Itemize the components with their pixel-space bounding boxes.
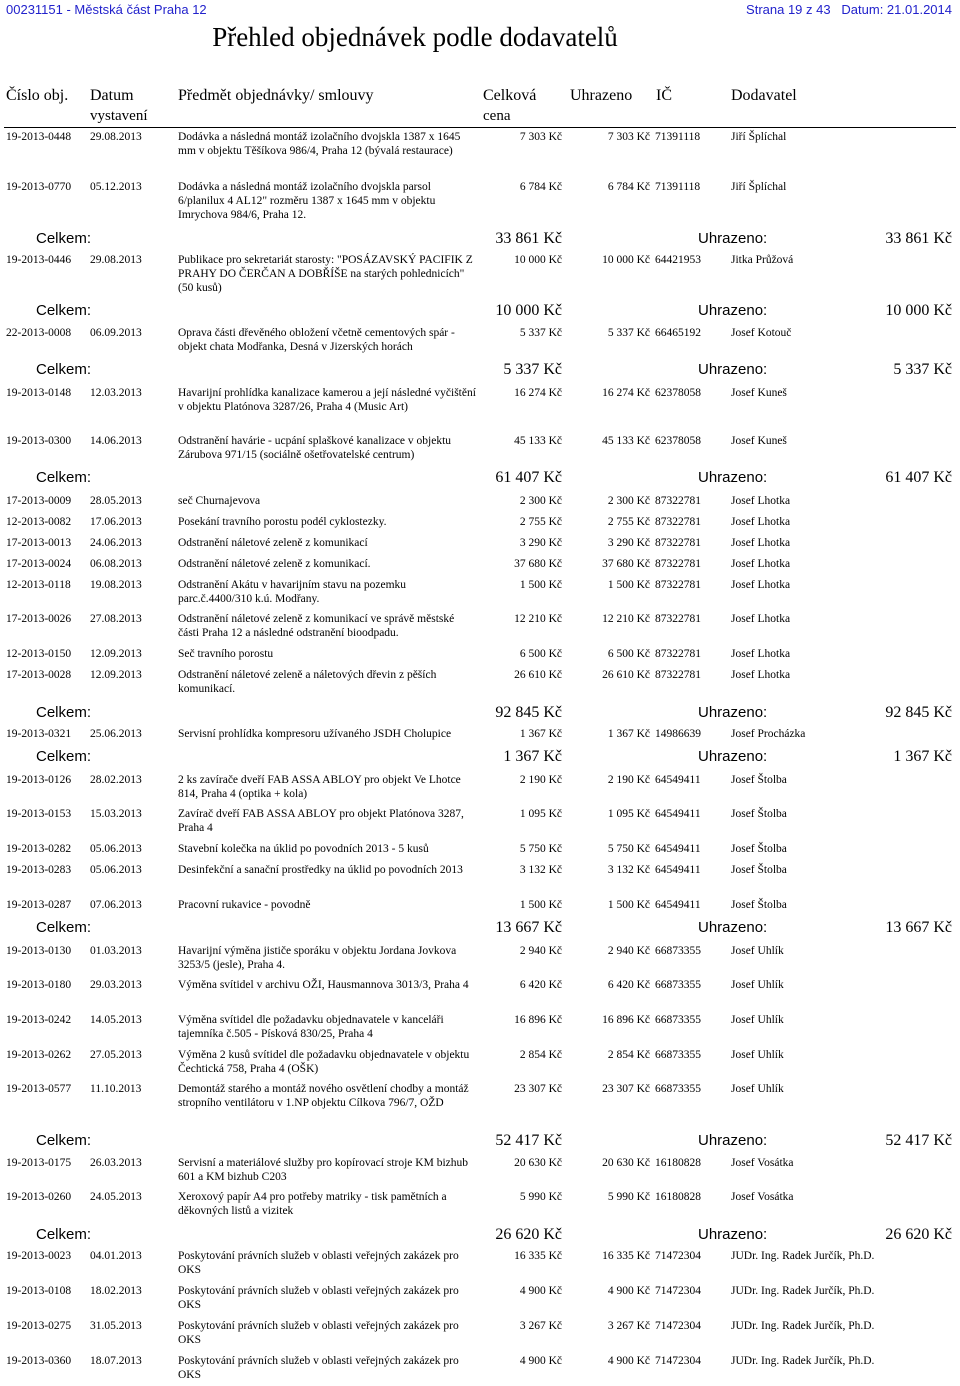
paid-label: Uhrazeno: bbox=[698, 230, 768, 247]
total-price: 6 784 Kč bbox=[519, 181, 562, 193]
supplier-ico: 16180828 bbox=[655, 1191, 701, 1203]
supplier-total-row bbox=[0, 704, 960, 724]
supplier-total-row bbox=[0, 302, 960, 322]
order-subject: Desinfekční a sanační prostředky na úklid po povodních 2013 bbox=[178, 864, 463, 876]
order-number: 12-2013-0118 bbox=[6, 579, 71, 591]
order-number: 19-2013-0153 bbox=[6, 808, 72, 820]
order-subject: Servisní prohlídka kompresoru užívaného JSDH Cholupice bbox=[178, 728, 452, 740]
order-subject: Poskytování právních služeb v oblasti veřejných zakázek pro OKS bbox=[178, 1285, 459, 1311]
order-subject: Posekání travního porostu podél cyklostezky. bbox=[178, 516, 387, 528]
order-subject: Servisní a materiálové služby pro kopírovací stroje KM bizhub 601 a KM bizhub C203 bbox=[178, 1157, 468, 1183]
issue-date: 04.01.2013 bbox=[90, 1250, 142, 1262]
paid-sum: 26 620 Kč bbox=[885, 1226, 952, 1243]
supplier-total-row bbox=[0, 1226, 960, 1246]
order-number: 19-2013-0175 bbox=[6, 1157, 72, 1169]
order-number: 19-2013-0180 bbox=[6, 979, 72, 991]
issue-date: 06.09.2013 bbox=[90, 327, 142, 339]
total-label: Celkem: bbox=[36, 748, 92, 765]
order-subject: Výměna 2 kusů svítidel dle požadavku objednavatele v objektu Čechtická 758, Praha 4 (OŠK) bbox=[178, 1049, 470, 1075]
supplier-name: Josef Vosátka bbox=[731, 1157, 794, 1169]
order-subject: Havarijní prohlídka kanalizace kamerou a její následné vyčištění v objektu Platónova 3287/26, Praha 4 (Music Art) bbox=[178, 387, 476, 413]
order-subject: Odstranění náletové zeleně z komunikací. bbox=[178, 558, 371, 570]
total-price-sum: 5 337 Kč bbox=[503, 361, 562, 378]
supplier-ico: 64549411 bbox=[655, 843, 701, 855]
paid-amount: 5 750 Kč bbox=[607, 843, 650, 855]
order-number: 19-2013-0108 bbox=[6, 1285, 72, 1297]
paid-amount: 12 210 Kč bbox=[602, 613, 650, 625]
paid-amount: 3 290 Kč bbox=[607, 537, 650, 549]
paid-amount: 5 337 Kč bbox=[607, 327, 650, 339]
supplier-name: Josef Uhlík bbox=[731, 1083, 784, 1095]
supplier-name: Josef Štolba bbox=[731, 808, 787, 820]
paid-amount: 7 303 Kč bbox=[607, 131, 650, 143]
total-price: 2 854 Kč bbox=[519, 1049, 562, 1061]
paid-amount: 16 335 Kč bbox=[602, 1250, 650, 1262]
supplier-name: Josef Kotouč bbox=[731, 327, 792, 339]
total-label: Celkem: bbox=[36, 704, 92, 721]
total-price: 12 210 Kč bbox=[514, 613, 562, 625]
total-price: 5 990 Kč bbox=[519, 1191, 562, 1203]
supplier-name: Josef Lhotka bbox=[731, 579, 791, 591]
issue-date: 29.08.2013 bbox=[90, 254, 142, 266]
total-label: Celkem: bbox=[36, 302, 92, 319]
total-price: 45 133 Kč bbox=[514, 435, 562, 447]
supplier-ico: 71391118 bbox=[655, 181, 701, 193]
order-number: 19-2013-0148 bbox=[6, 387, 72, 399]
col-header-price-line1: Celková bbox=[483, 87, 537, 104]
supplier-ico: 71472304 bbox=[655, 1355, 701, 1367]
supplier-name: Josef Lhotka bbox=[731, 537, 791, 549]
supplier-ico: 87322781 bbox=[655, 648, 701, 660]
total-label: Celkem: bbox=[36, 1132, 92, 1149]
paid-amount: 1 367 Kč bbox=[607, 728, 650, 740]
supplier-name: Josef Lhotka bbox=[731, 516, 791, 528]
supplier-ico: 66873355 bbox=[655, 979, 701, 991]
supplier-name: Josef Kuneš bbox=[731, 435, 787, 447]
supplier-ico: 66873355 bbox=[655, 1049, 701, 1061]
order-subject: Odstranění náletové zeleně z komunikací ve správě městské části Praha 12 a následné odstranění bioodpadu. bbox=[178, 613, 455, 639]
order-number: 22-2013-0008 bbox=[6, 327, 72, 339]
issue-date: 18.07.2013 bbox=[90, 1355, 142, 1367]
supplier-name: Josef Lhotka bbox=[731, 613, 791, 625]
supplier-total-row bbox=[0, 748, 960, 768]
paid-amount: 2 190 Kč bbox=[607, 774, 650, 786]
issue-date: 18.02.2013 bbox=[90, 1285, 142, 1297]
issue-date: 28.05.2013 bbox=[90, 495, 142, 507]
order-subject: Poskytování právních služeb v oblasti veřejných zakázek pro OKS bbox=[178, 1250, 459, 1276]
supplier-name: Josef Uhlík bbox=[731, 979, 784, 991]
order-subject: Demontáž starého a montáž nového osvětlení chodby a montáž stropního ventilátoru v 1.NP objektu Cílkova 796/7, OŽD bbox=[178, 1083, 469, 1109]
supplier-name: Josef Uhlík bbox=[731, 1049, 784, 1061]
total-price: 2 940 Kč bbox=[519, 945, 562, 957]
issue-date: 11.10.2013 bbox=[90, 1083, 142, 1095]
paid-amount: 3 267 Kč bbox=[607, 1320, 650, 1332]
order-subject: Odstranění náletové zeleně a náletových dřevin z pěších komunikací. bbox=[178, 669, 437, 695]
order-subject: Xeroxový papír A4 pro potřeby matriky - tisk pamětních a děkovných listů a vizitek bbox=[178, 1191, 447, 1217]
paid-label: Uhrazeno: bbox=[698, 704, 768, 721]
order-subject: 2 ks zavírače dveří FAB ASSA ABLOY pro objekt Ve Lhotce 814, Praha 4 (optika + kola) bbox=[178, 774, 461, 800]
supplier-name: Jiří Šplíchal bbox=[731, 131, 787, 143]
issue-date: 28.02.2013 bbox=[90, 774, 142, 786]
total-price: 26 610 Kč bbox=[514, 669, 562, 681]
paid-amount: 2 755 Kč bbox=[607, 516, 650, 528]
total-price: 1 367 Kč bbox=[519, 728, 562, 740]
col-header-paid: Uhrazeno bbox=[570, 87, 633, 104]
paid-amount: 1 500 Kč bbox=[607, 899, 650, 911]
order-subject: Výměna svítidel dle požadavku objednavatele v kanceláři tajemníka č.505 - Písková 830/25, Praha 4 bbox=[178, 1014, 444, 1040]
supplier-name: Josef Vosátka bbox=[731, 1191, 794, 1203]
issue-date: 14.06.2013 bbox=[90, 435, 142, 447]
paid-amount: 1 095 Kč bbox=[607, 808, 650, 820]
total-price: 1 500 Kč bbox=[519, 579, 562, 591]
supplier-ico: 14986639 bbox=[655, 728, 701, 740]
order-number: 19-2013-0023 bbox=[6, 1250, 72, 1262]
order-number: 17-2013-0013 bbox=[6, 537, 72, 549]
total-price-sum: 61 407 Kč bbox=[495, 469, 562, 486]
order-subject: Dodávka a následná montáž izolačního dvojskla 1387 x 1645 mm v objektu Těšíkova 986/4, Praha 12 (bývalá restaurace) bbox=[178, 131, 461, 157]
paid-label: Uhrazeno: bbox=[698, 1132, 768, 1149]
supplier-ico: 87322781 bbox=[655, 495, 701, 507]
supplier-ico: 62378058 bbox=[655, 435, 701, 447]
issue-date: 14.05.2013 bbox=[90, 1014, 142, 1026]
order-subject: Oprava části dřevěného obložení včetně cementových spár - objekt chata Modřanka, Desná v Jizerských horách bbox=[178, 327, 455, 353]
paid-amount: 3 132 Kč bbox=[607, 864, 650, 876]
paid-amount: 6 500 Kč bbox=[607, 648, 650, 660]
paid-amount: 2 854 Kč bbox=[607, 1049, 650, 1061]
order-number: 19-2013-0260 bbox=[6, 1191, 72, 1203]
order-number: 19-2013-0242 bbox=[6, 1014, 72, 1026]
supplier-name: JUDr. Ing. Radek Jurčík, Ph.D. bbox=[731, 1355, 875, 1367]
col-header-price-line2: cena bbox=[483, 108, 511, 124]
issue-date: 31.05.2013 bbox=[90, 1320, 142, 1332]
total-price: 5 337 Kč bbox=[519, 327, 562, 339]
total-price: 6 500 Kč bbox=[519, 648, 562, 660]
order-number: 19-2013-0577 bbox=[6, 1083, 72, 1095]
order-subject: Poskytování právních služeb v oblasti veřejných zakázek pro OKS bbox=[178, 1320, 459, 1346]
paid-amount: 37 680 Kč bbox=[602, 558, 650, 570]
total-price: 3 267 Kč bbox=[519, 1320, 562, 1332]
supplier-name: Josef Lhotka bbox=[731, 669, 791, 681]
total-label: Celkem: bbox=[36, 1226, 92, 1243]
paid-sum: 10 000 Kč bbox=[885, 302, 952, 319]
total-price: 4 900 Kč bbox=[519, 1355, 562, 1367]
paid-label: Uhrazeno: bbox=[698, 748, 768, 765]
order-subject: Poskytování právních služeb v oblasti veřejných zakázek pro OKS bbox=[178, 1355, 459, 1381]
issue-date: 05.06.2013 bbox=[90, 864, 142, 876]
issue-date: 06.08.2013 bbox=[90, 558, 142, 570]
order-subject: Výměna svítidel v archivu OŽI, Hausmannova 3013/3, Praha 4 bbox=[178, 979, 469, 991]
paid-label: Uhrazeno: bbox=[698, 302, 768, 319]
issue-date: 17.06.2013 bbox=[90, 516, 142, 528]
supplier-total-row bbox=[0, 469, 960, 489]
order-subject: Pracovní rukavice - povodně bbox=[178, 899, 311, 911]
total-label: Celkem: bbox=[36, 919, 92, 936]
col-header-number: Číslo obj. bbox=[6, 87, 69, 104]
supplier-name: Jitka Průžová bbox=[731, 254, 794, 266]
paid-amount: 2 300 Kč bbox=[607, 495, 650, 507]
total-label: Celkem: bbox=[36, 230, 92, 247]
issue-date: 15.03.2013 bbox=[90, 808, 142, 820]
order-number: 19-2013-0130 bbox=[6, 945, 72, 957]
total-price: 16 335 Kč bbox=[514, 1250, 562, 1262]
total-price: 20 630 Kč bbox=[514, 1157, 562, 1169]
col-header-ico: IČ bbox=[656, 87, 672, 104]
paid-amount: 16 274 Kč bbox=[602, 387, 650, 399]
supplier-ico: 64549411 bbox=[655, 808, 701, 820]
order-number: 17-2013-0009 bbox=[6, 495, 72, 507]
paid-amount: 26 610 Kč bbox=[602, 669, 650, 681]
total-price: 2 300 Kč bbox=[519, 495, 562, 507]
supplier-name: Josef Lhotka bbox=[731, 648, 791, 660]
order-number: 17-2013-0026 bbox=[6, 613, 72, 625]
supplier-ico: 66873355 bbox=[655, 1083, 701, 1095]
col-header-supplier: Dodavatel bbox=[731, 87, 797, 104]
issue-date: 24.05.2013 bbox=[90, 1191, 142, 1203]
total-price-sum: 33 861 Kč bbox=[495, 230, 562, 247]
supplier-total-row bbox=[0, 1132, 960, 1152]
issue-date: 07.06.2013 bbox=[90, 899, 142, 911]
supplier-ico: 87322781 bbox=[655, 669, 701, 681]
order-subject: seč Churnajevova bbox=[178, 495, 261, 507]
supplier-name: Josef Štolba bbox=[731, 899, 787, 911]
supplier-ico: 71472304 bbox=[655, 1320, 701, 1332]
issue-date: 29.08.2013 bbox=[90, 131, 142, 143]
paid-amount: 4 900 Kč bbox=[607, 1355, 650, 1367]
order-number: 19-2013-0360 bbox=[6, 1355, 72, 1367]
total-price-sum: 13 667 Kč bbox=[495, 919, 562, 936]
paid-sum: 5 337 Kč bbox=[893, 361, 952, 378]
paid-amount: 10 000 Kč bbox=[602, 254, 650, 266]
paid-amount: 5 990 Kč bbox=[607, 1191, 650, 1203]
paid-amount: 6 784 Kč bbox=[607, 181, 650, 193]
total-price: 3 132 Kč bbox=[519, 864, 562, 876]
order-number: 17-2013-0028 bbox=[6, 669, 72, 681]
paid-label: Uhrazeno: bbox=[698, 469, 768, 486]
order-number: 19-2013-0321 bbox=[6, 728, 72, 740]
total-label: Celkem: bbox=[36, 469, 92, 486]
total-price: 10 000 Kč bbox=[514, 254, 562, 266]
issue-date: 26.03.2013 bbox=[90, 1157, 142, 1169]
issue-date: 29.03.2013 bbox=[90, 979, 142, 991]
supplier-ico: 16180828 bbox=[655, 1157, 701, 1169]
issue-date: 19.08.2013 bbox=[90, 579, 142, 591]
supplier-ico: 87322781 bbox=[655, 516, 701, 528]
total-price: 16 896 Kč bbox=[514, 1014, 562, 1026]
paid-amount: 23 307 Kč bbox=[602, 1083, 650, 1095]
order-subject: Stavební kolečka na úklid po povodních 2013 - 5 kusů bbox=[178, 843, 429, 855]
order-subject: Odstranění havárie - ucpání splaškové kanalizace v objektu Zárubova 971/15 (sociálně ošetřovatelské centrum) bbox=[178, 435, 452, 461]
issue-date: 12.09.2013 bbox=[90, 669, 142, 681]
paid-amount: 20 630 Kč bbox=[602, 1157, 650, 1169]
supplier-name: Josef Lhotka bbox=[731, 495, 791, 507]
order-number: 19-2013-0448 bbox=[6, 131, 72, 143]
order-subject: Odstranění náletové zeleně z komunikací bbox=[178, 537, 368, 549]
order-number: 19-2013-0300 bbox=[6, 435, 72, 447]
issue-date: 27.08.2013 bbox=[90, 613, 142, 625]
supplier-name: Josef Štolba bbox=[731, 774, 787, 786]
supplier-total-row bbox=[0, 919, 960, 939]
issue-date: 24.06.2013 bbox=[90, 537, 142, 549]
supplier-total-row bbox=[0, 230, 960, 250]
order-number: 19-2013-0275 bbox=[6, 1320, 72, 1332]
organization-label: 00231151 - Městská část Praha 12 bbox=[6, 2, 207, 17]
supplier-ico: 64549411 bbox=[655, 864, 701, 876]
page-title: Přehled objednávek podle dodavatelů bbox=[212, 22, 618, 52]
supplier-name: Josef Uhlík bbox=[731, 1014, 784, 1026]
total-price: 2 190 Kč bbox=[519, 774, 562, 786]
total-price-sum: 1 367 Kč bbox=[503, 748, 562, 765]
paid-sum: 33 861 Kč bbox=[885, 230, 952, 247]
supplier-name: JUDr. Ing. Radek Jurčík, Ph.D. bbox=[731, 1320, 875, 1332]
total-label: Celkem: bbox=[36, 361, 92, 378]
issue-date: 01.03.2013 bbox=[90, 945, 142, 957]
supplier-ico: 87322781 bbox=[655, 579, 701, 591]
paid-sum: 61 407 Kč bbox=[885, 469, 952, 486]
col-header-date-line2: vystavení bbox=[90, 108, 148, 124]
paid-sum: 52 417 Kč bbox=[885, 1132, 952, 1149]
supplier-ico: 87322781 bbox=[655, 537, 701, 549]
supplier-ico: 71391118 bbox=[655, 131, 701, 143]
order-subject: Odstranění Akátu v havarijním stavu na pozemku parc.č.4400/310 k.ú. Modřany. bbox=[178, 579, 407, 605]
order-subject: Publikace pro sekretariát starosty: "POSÁZAVSKÝ PACIFIK Z PRAHY DO ČERČAN A DOBŘÍŠE na starých pohlednicích" (50 kusů) bbox=[178, 254, 473, 294]
supplier-name: Josef Štolba bbox=[731, 843, 787, 855]
total-price: 37 680 Kč bbox=[514, 558, 562, 570]
total-price: 23 307 Kč bbox=[514, 1083, 562, 1095]
col-header-date-line1: Datum bbox=[90, 87, 134, 104]
supplier-ico: 66873355 bbox=[655, 945, 701, 957]
total-price: 3 290 Kč bbox=[519, 537, 562, 549]
paid-label: Uhrazeno: bbox=[698, 361, 768, 378]
issue-date: 12.09.2013 bbox=[90, 648, 142, 660]
paid-amount: 6 420 Kč bbox=[607, 979, 650, 991]
total-price-sum: 10 000 Kč bbox=[495, 302, 562, 319]
supplier-name: JUDr. Ing. Radek Jurčík, Ph.D. bbox=[731, 1285, 875, 1297]
supplier-name: Josef Kuneš bbox=[731, 387, 787, 399]
supplier-name: Josef Procházka bbox=[731, 728, 806, 740]
order-number: 17-2013-0024 bbox=[6, 558, 72, 570]
order-number: 19-2013-0282 bbox=[6, 843, 72, 855]
paid-sum: 92 845 Kč bbox=[885, 704, 952, 721]
supplier-ico: 62378058 bbox=[655, 387, 701, 399]
supplier-ico: 87322781 bbox=[655, 558, 701, 570]
supplier-ico: 64549411 bbox=[655, 774, 701, 786]
paid-sum: 1 367 Kč bbox=[893, 748, 952, 765]
paid-amount: 1 500 Kč bbox=[607, 579, 650, 591]
total-price: 4 900 Kč bbox=[519, 1285, 562, 1297]
total-price: 6 420 Kč bbox=[519, 979, 562, 991]
order-subject: Zavírač dveří FAB ASSA ABLOY pro objekt Platónova 3287, Praha 4 bbox=[178, 808, 464, 834]
paid-amount: 16 896 Kč bbox=[602, 1014, 650, 1026]
total-price-sum: 26 620 Kč bbox=[495, 1226, 562, 1243]
col-header-subject: Předmět objednávky/ smlouvy bbox=[178, 87, 374, 104]
paid-amount: 45 133 Kč bbox=[602, 435, 650, 447]
order-number: 19-2013-0283 bbox=[6, 864, 72, 876]
order-subject: Dodávka a následná montáž izolačního dvojskla parsol 6/planilux 4 AL12" rozměru 1387 x 1645 mm v objektu Imrychova 984/6, Praha 12. bbox=[178, 181, 436, 221]
page-and-date-label: Strana 19 z 43 Datum: 21.01.2014 bbox=[746, 2, 952, 17]
supplier-ico: 64549411 bbox=[655, 899, 701, 911]
order-number: 12-2013-0082 bbox=[6, 516, 72, 528]
supplier-name: Jiří Šplíchal bbox=[731, 181, 787, 193]
supplier-name: Josef Lhotka bbox=[731, 558, 791, 570]
total-price: 7 303 Kč bbox=[519, 131, 562, 143]
paid-amount: 2 940 Kč bbox=[607, 945, 650, 957]
paid-sum: 13 667 Kč bbox=[885, 919, 952, 936]
total-price: 1 500 Kč bbox=[519, 899, 562, 911]
order-number: 12-2013-0150 bbox=[6, 648, 72, 660]
paid-amount: 4 900 Kč bbox=[607, 1285, 650, 1297]
order-subject: Havarijní výměna jističe sporáku v objektu Jordana Jovkova 3253/5 (jesle), Praha 4. bbox=[178, 945, 457, 971]
total-price-sum: 52 417 Kč bbox=[495, 1132, 562, 1149]
total-price: 5 750 Kč bbox=[519, 843, 562, 855]
total-price: 2 755 Kč bbox=[519, 516, 562, 528]
supplier-ico: 64421953 bbox=[655, 254, 701, 266]
total-price: 1 095 Kč bbox=[519, 808, 562, 820]
order-number: 19-2013-0770 bbox=[6, 181, 72, 193]
issue-date: 05.06.2013 bbox=[90, 843, 142, 855]
paid-label: Uhrazeno: bbox=[698, 919, 768, 936]
supplier-ico: 71472304 bbox=[655, 1250, 701, 1262]
supplier-ico: 66873355 bbox=[655, 1014, 701, 1026]
issue-date: 12.03.2013 bbox=[90, 387, 142, 399]
order-number: 19-2013-0287 bbox=[6, 899, 72, 911]
total-price-sum: 92 845 Kč bbox=[495, 704, 562, 721]
order-number: 19-2013-0262 bbox=[6, 1049, 72, 1061]
supplier-name: Josef Štolba bbox=[731, 864, 787, 876]
order-subject: Seč travního porostu bbox=[178, 648, 274, 660]
supplier-total-row bbox=[0, 361, 960, 381]
issue-date: 05.12.2013 bbox=[90, 181, 142, 193]
supplier-name: JUDr. Ing. Radek Jurčík, Ph.D. bbox=[731, 1250, 875, 1262]
issue-date: 27.05.2013 bbox=[90, 1049, 142, 1061]
issue-date: 25.06.2013 bbox=[90, 728, 142, 740]
order-number: 19-2013-0446 bbox=[6, 254, 72, 266]
supplier-ico: 87322781 bbox=[655, 613, 701, 625]
total-price: 16 274 Kč bbox=[514, 387, 562, 399]
paid-label: Uhrazeno: bbox=[698, 1226, 768, 1243]
order-number: 19-2013-0126 bbox=[6, 774, 72, 786]
supplier-ico: 66465192 bbox=[655, 327, 701, 339]
supplier-name: Josef Uhlík bbox=[731, 945, 784, 957]
supplier-ico: 71472304 bbox=[655, 1285, 701, 1297]
